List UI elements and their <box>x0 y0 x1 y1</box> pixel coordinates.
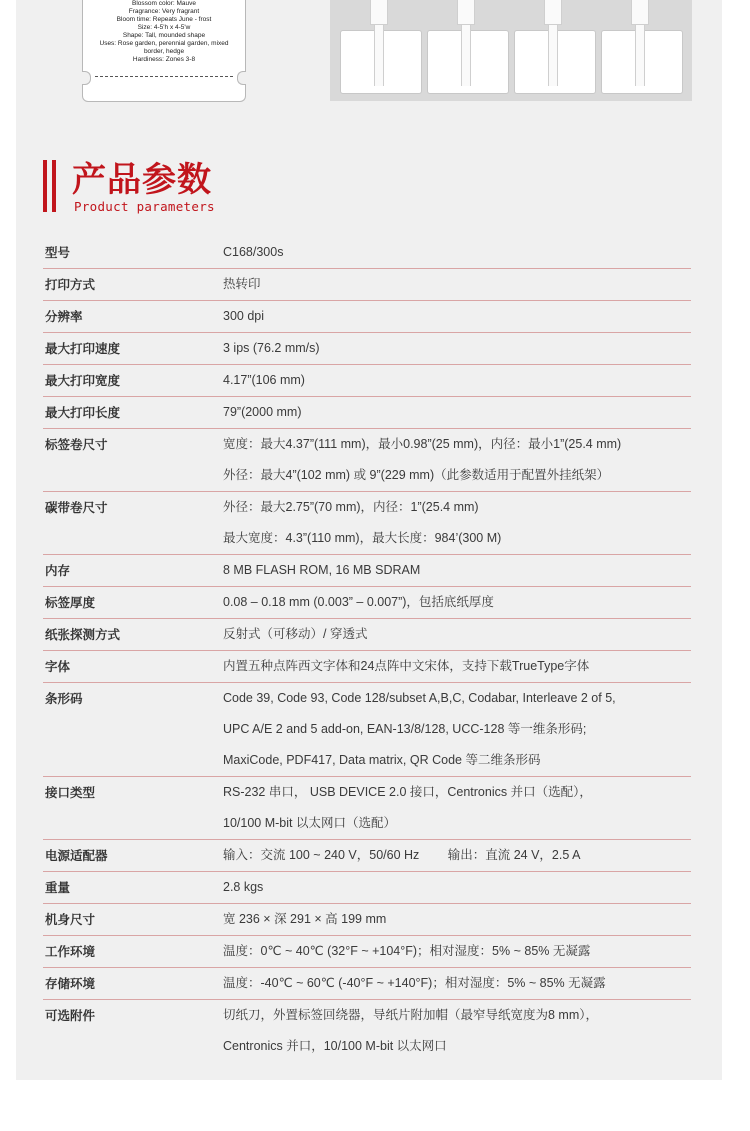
param-value-line: 外径：最大4”(102 mm) 或 9”(229 mm)（此参数适用于配置外挂纸架） <box>223 468 610 482</box>
parameter-table <box>43 237 691 1062</box>
param-key: 工作环境 <box>45 944 96 959</box>
param-value-line: 2.8 kgs <box>223 880 264 894</box>
param-value-line: 宽 236 × 深 291 × 高 199 mm <box>223 912 387 926</box>
param-key: 可选附件 <box>45 1008 96 1023</box>
param-row-barcodes <box>43 683 691 777</box>
tag-stake-head <box>544 0 562 25</box>
tag-stake-head <box>457 0 475 25</box>
param-row-accessories <box>43 1000 691 1062</box>
param-row-max-width <box>43 365 691 397</box>
label-line: Size: 4-5'h x 4-5'w <box>137 24 191 31</box>
param-row-memory <box>43 555 691 587</box>
param-row-max-length <box>43 397 691 429</box>
param-value-line: 300 dpi <box>223 309 265 323</box>
param-key: 电源适配器 <box>45 848 108 863</box>
param-value-line: Centronics 并口，10/100 M-bit 以太网口 <box>223 1039 447 1053</box>
param-key: 条形码 <box>45 691 83 706</box>
label-notch-left <box>82 71 91 85</box>
param-key: 分辨率 <box>45 309 83 324</box>
param-row-print-method <box>43 269 691 301</box>
label-line: Uses: Rose garden, perennial garden, mixed <box>99 40 229 47</box>
param-value <box>223 269 691 300</box>
param-key: 型号 <box>45 245 71 260</box>
param-row-model <box>43 237 691 269</box>
param-row-storage-env <box>43 968 691 1000</box>
param-value-line: 输入：交流 100 ~ 240 V，50/60 Hz 输出：直流 24 V，2.5 A <box>223 848 581 862</box>
section-subtitle: Product parameters <box>74 199 215 214</box>
param-key: 标签卷尺寸 <box>45 437 108 452</box>
param-value <box>223 777 691 839</box>
param-row-weight <box>43 872 691 904</box>
param-value-line: 内置五种点阵西文字体和24点阵中文宋体，支持下载TrueType字体 <box>223 659 590 673</box>
param-value-line: 最大宽度：4.3”(110 mm)，最大长度：984’(300 M) <box>223 531 502 545</box>
param-value <box>223 651 691 682</box>
param-value-line: Code 39, Code 93, Code 128/subset A,B,C, Codabar, Interleave 2 of 5, <box>223 691 616 705</box>
param-row-ribbon-roll <box>43 492 691 555</box>
param-key: 最大打印长度 <box>45 405 121 420</box>
label-line: Shape: Tall, mounded shape <box>122 32 206 39</box>
label-sample-image <box>82 0 246 102</box>
param-value <box>223 237 691 268</box>
param-row-max-speed <box>43 333 691 365</box>
param-row-resolution <box>43 301 691 333</box>
param-key: 标签厚度 <box>45 595 96 610</box>
param-value-line: 3 ips (76.2 mm/s) <box>223 341 320 355</box>
param-row-operating-env <box>43 936 691 968</box>
param-value-line: 10/100 M-bit 以太网口（选配） <box>223 816 396 830</box>
param-row-dimensions <box>43 904 691 936</box>
label-line: Bloom time: Repeats June - frost <box>116 16 212 23</box>
param-value-line: 温度：0℃ ~ 40℃ (32°F ~ +104°F)；相对湿度：5% ~ 85% 无凝露 <box>223 944 591 958</box>
param-value <box>223 683 691 776</box>
label-sample-text <box>87 0 241 64</box>
param-value <box>223 555 691 586</box>
label-line: Hardiness: Zones 3-8 <box>132 56 196 63</box>
param-value-line: RS-232 串口， USB DEVICE 2.0 接口，Centronics 并口（选配）， <box>223 785 592 799</box>
tag-stake-head <box>370 0 388 25</box>
param-key: 存储环境 <box>45 976 96 991</box>
heading-accent-bar <box>43 160 47 212</box>
param-value <box>223 968 691 999</box>
param-key: 字体 <box>45 659 71 674</box>
param-value <box>223 365 691 396</box>
param-row-label-roll <box>43 429 691 492</box>
param-key: 最大打印宽度 <box>45 373 121 388</box>
param-value-line: UPC A/E 2 and 5 add-on, EAN-13/8/128, UCC-128 等一维条形码; <box>223 722 587 736</box>
param-value <box>223 587 691 618</box>
param-value <box>223 936 691 967</box>
label-line: Fragrance: Very fragrant <box>128 8 200 15</box>
param-value-line: 8 MB FLASH ROM, 16 MB SDRAM <box>223 563 421 577</box>
param-value <box>223 840 691 871</box>
param-value-line: 反射式（可移动）/ 穿透式 <box>223 627 368 641</box>
param-key: 打印方式 <box>45 277 96 292</box>
label-notch-right <box>237 71 246 85</box>
heading-accent-bar <box>52 160 56 212</box>
param-value-line: 宽度：最大4.37”(111 mm)，最小0.98”(25 mm)，内径：最小1”(25.4 mm) <box>223 437 622 451</box>
tag-stake-head <box>631 0 649 25</box>
param-value-line: 4.17”(106 mm) <box>223 373 305 387</box>
param-value-line: 外径：最大2.75”(70 mm)，内径：1”(25.4 mm) <box>223 500 479 514</box>
label-line: border, hedge <box>143 48 185 55</box>
param-value-line: 温度：-40℃ ~ 60℃ (-40°F ~ +140°F)；相对湿度：5% ~ 85% 无凝露 <box>223 976 606 990</box>
param-value <box>223 397 691 428</box>
perforation-line <box>95 76 233 77</box>
label-line: Blossom color: Mauve <box>132 0 196 7</box>
param-value-line: 热转印 <box>223 277 261 291</box>
param-key: 重量 <box>45 880 71 895</box>
param-value-line: 0.08 – 0.18 mm (0.003” – 0.007”)，包括底纸厚度 <box>223 595 494 609</box>
param-value <box>223 492 691 554</box>
param-row-label-thickness <box>43 587 691 619</box>
param-value-line: MaxiCode, PDF417, Data matrix, QR Code 等二维条形码 <box>223 753 541 767</box>
param-value-line: 切纸刀，外置标签回绕器，导纸片附加帽（最窄导纸宽度为8 mm）， <box>223 1008 599 1022</box>
param-value <box>223 333 691 364</box>
param-value <box>223 301 691 332</box>
param-value <box>223 904 691 935</box>
param-key: 内存 <box>45 563 71 578</box>
param-key: 纸张探测方式 <box>45 627 121 642</box>
param-value <box>223 429 691 491</box>
param-row-interfaces <box>43 777 691 840</box>
param-key: 最大打印速度 <box>45 341 121 356</box>
param-value <box>223 1000 691 1062</box>
param-key: 碳带卷尺寸 <box>45 500 108 515</box>
param-key: 机身尺寸 <box>45 912 96 927</box>
param-key: 接口类型 <box>45 785 96 800</box>
param-row-power-adapter <box>43 840 691 872</box>
param-value <box>223 872 691 903</box>
param-value-line: C168/300s <box>223 245 284 259</box>
param-row-fonts <box>43 651 691 683</box>
param-value <box>223 619 691 650</box>
plant-tags-image <box>330 0 692 101</box>
section-title: 产品参数 <box>72 160 212 200</box>
param-value-line: 79”(2000 mm) <box>223 405 302 419</box>
param-row-media-sensing <box>43 619 691 651</box>
